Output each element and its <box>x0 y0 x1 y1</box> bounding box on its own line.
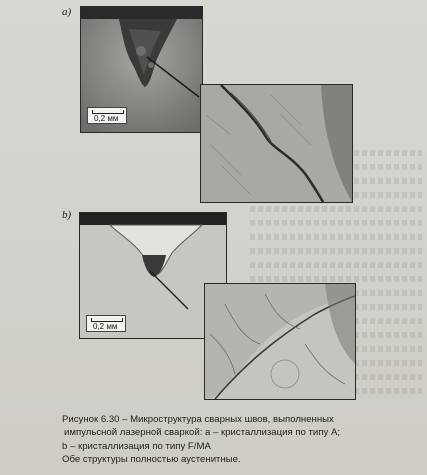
caption-line: Рисунок 6.30 – Микроструктура сварных швов, выполненных <box>62 414 334 425</box>
panel-b-label: b) <box>62 209 72 221</box>
scale-bar-a <box>87 107 127 124</box>
panel-a-detail-micrograph <box>200 84 353 203</box>
panel-a-weld-macrograph <box>80 6 203 133</box>
caption-line: Обе структуры полностью аустенитные. <box>62 454 241 466</box>
caption-line: импульсной лазерной сваркой: a – кристаллизация по типу A; <box>64 427 341 439</box>
caption-line: b – кристаллизация по типу F/MA <box>62 440 211 452</box>
show-through-text <box>250 262 422 268</box>
show-through-text <box>250 276 422 282</box>
scale-bar-b <box>86 315 126 332</box>
show-through-text <box>250 248 422 254</box>
show-through-text <box>250 234 422 240</box>
panel-b-detail-micrograph <box>204 283 356 400</box>
show-through-text <box>250 206 422 212</box>
show-through-text <box>250 220 422 226</box>
panel-a-label: a) <box>62 6 72 18</box>
scale-bar-b-label: 0,2 мм <box>93 322 118 331</box>
figure-caption <box>62 413 422 467</box>
scale-bar-a-label: 0,2 мм <box>94 114 119 123</box>
